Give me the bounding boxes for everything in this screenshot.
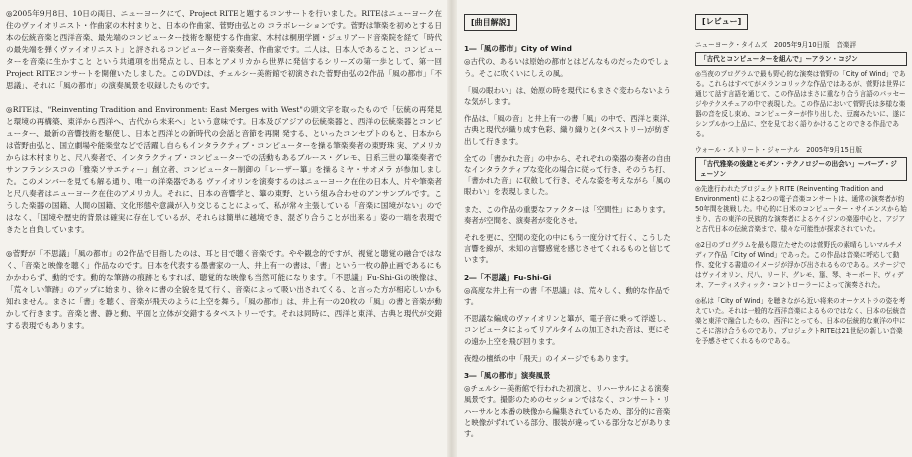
track-paragraph: 不思議な編成のヴァイオリンと篳が、電子音に乗って浮遊し、コンピュータによってリアルタイムの加工された音は、更にその遠か上空を飛び回ります。 [464,314,671,346]
track-paragraph: また、この作品の重要なファクターは「空間性」にあります。奏者が空間を、演奏者が変化させ。 [464,204,671,225]
review-text: ◎先進行われたプロジェクトRITE (Reinventing Tradition and Environment) による2つの電子音楽コンサートは、通常の演奏者が約50年間を挑戦した。中心的に日米のコンピューター・サイエンスから始まり、古の東洋の民族的な演奏者によるケイジンの楽器中心と、アジアと古代日本の伝統音楽まで、様々な可能性が探求されていた。 [695,185,907,233]
track-paragraph: 「風の眼わい」は、始原の時を現代にもまさぐ変わらないような気がします。 [464,85,671,107]
review-block [695,145,907,346]
track-section [464,272,676,364]
page-fold [447,0,457,457]
review-source: ウォール・ストリート・ジャーナル 2005年9月15日版 [695,146,862,154]
liner-notes-column [6,8,442,453]
liner-notes-paragraph: ◎RITEは、"Reinventing Tradition and Environment: East Merges with West"の頭文字を取ったもので「伝統の再発見と環境の再構築、東洋から西洋へ、古代から未来へ」という意味です。日本及びアジアの伝統楽器と、西洋の伝統楽器とコンピューター、最新の音響技術を駆使し、日本と西洋との新時代の会話と音節を再開 発する、といったコンセプトのもと、日本からは菅野由弘と、国立劇場や能楽堂などで活躍し自らもインタラクティブ・コンピューターを操る筆楽奏者の東野珠 実、アメリカからは木村まりと、尺八奏者で、インタラクティブ・コンピューターでの活動もあるブルース・グレモ、日系三世の篳楽奏者でサンフランシスコの「雅楽ソサエティー」創立者、コンピューター制御の「レーザー篳」を操るミヤ・サオメラ が参加しました。このメンバーを見ても解る通り、唯一の洋楽器である ヴァイオリンを演奏するのはニューヨーク在住の日本人、片や筆楽者と尺八奏者はニューヨーク在住のアメリカ人。それに、日本の音響学と、篳の東野、という組み合わせのアンサンブルです。こうした楽器の国籍、人間の国籍、文化形態や意識が入り交じることによって、私が常々主張している「音楽に国境がない」のではなく、「国境や歴史的背景は確実に存在しているが、それらは簡単に越境でき、混ざり合うことが出来る」姿の一端を表現できたと自負しています。 [6,105,442,234]
liner-notes-paragraph: ◎2005年9月8日、10日の両日、ニューヨークにて、Project RITEと題するコンサートを行いました。RITEはニューヨーク在住のヴァイオリニスト・作曲家の木村まりと、日本の作曲家、菅野由弘との コラボレーションです。菅野は筆楽を初めとする日本の伝統音楽と西洋音楽、最先端のコンピューター技術を駆使する作曲家、木村は桐朋学園・ジュリアード音楽院を経て「時代の最先端を弾くヴァイオリニスト」と評されるコンピューター音楽奏者、作曲家です。二人は、日本人であること、コンピューターを音楽に生かすこと という共通項を出発点とし、日本とアメリカから世界に発信するシリーズの第一歩として、第一回Project RITEコンサートを開催いたしました。このDVDは、チェルシー美術館で初演された菅野由弘の2作品「風の都市」「不思議」、それに「風の都市」の演奏風景を収録したものです。 [6,9,442,90]
track-notes-column [464,14,676,454]
review-source: ニューヨーク・タイムズ 2005年9月10日版 音楽評 [695,41,857,49]
review-block [695,40,907,139]
track-paragraph: 全ての「書かれた音」の中から、それぞれの楽器の奏者の自由なインタラクティブな変化の場合に従って行き、そのうち打、「書かれた音」に収斂して行き、そんな姿を考えながら「風の眼わい」を表現しました。 [464,153,671,197]
review-text: ◎2日のプログラムを最も際立たせたのは菅野氏の素晴らしいマルチメディア作品「City of Wind」であった。この作品は音楽に呼応して動作、変化する書道のイメージが浮かび出されるものである。ステージではヴァイオリン、尺八、リード、グレモ、篳、琴、キーボード、ヴィデオ、アーティスティック・コントローラーによって演奏された。 [695,241,906,289]
track-paragraph: 作品は、「風の音」と井上有一の書「風」の中で、西洋と東洋、古典と現代が織り成す色彩、織り織りと(タペストリー)が紡ぎ出して行きます。 [464,114,675,146]
review-headline: 「古代雅楽の後継とモダン・テクノロジーの出会い」ーパーブ・ジェーソン [695,157,907,181]
track-title: 2―「不思議」Fu-Shi-Gi [464,272,552,282]
liner-notes-paragraph: ◎菅野が「不思議」「風の都市」の2作品で目指したのは、耳と目で聴く音楽です。やや観念的ですが、視覚と聴覚の融合ではなく、「音楽と映像を聴く」作品なのです。日本を代表する墨書家の一人、井上有一の書は、「書」という一枚の静止画であるにもかかわらず、動的です。動的な筆跡の痕跡ともすれば、聴覚的な映像も当然可能になります。「不思議」Fu-Shi-Giの映像は、「荒々しい筆跡」のアップに始まり、徐々に書の全貌を見て行く、音楽によって吸い出されてくる、と言った方が相応しいかも知れません。まさに「書」を聴く、音楽が飛天のように上空を舞う。「風の都市」は、井上有一の20枚の「風」の書と音楽が動かして行きます。音楽と書、静と動、平面と立体が交錯するタペストリーです。それは同時に、西洋と東洋、古典と現代が交錯する表現でもあります。 [6,249,442,330]
track-title: 1―「風の都市」City of Wind [464,44,572,54]
track-paragraph: それを更に、空間の変化の中にもう一度分けて行く、こうした言響を線が、未知の言響感覚を感じさせてくれるものと信じています。 [464,233,671,265]
track-section [464,43,676,265]
track-paragraph: ◎古代の、あるいは原始の都市とはどんなものだったのでしょう。そこに吹くいにしえの風。 [464,57,670,78]
review-text: ◎当夜のプログラムで最も野心的な演奏は菅野の「City of Wind」である。これらはすべてがメランコリックな作品ではあるが、菅野は世界に通じて話す言語を通じて、この作品はまさに重なり合う言語のパッセージやテクスチュアの中で表現した。この作品において菅野氏は多様な楽器の音を反し束め、コンピューターが作り出した、豆腐みたいに、遂にシンプルかつ上品に、空を見ておく語りかけることのできる作品である。 [695,70,906,138]
review-text: ◎私は「City of Wind」を聴きながら近い将来のオーケストラの姿を考えていた。それは一般的な西洋音楽によるものではなく、日本の伝統音楽と東洋で融合したもの、西洋にとっても、日本の伝統的な東洋の中にこそに溶け合うものであり、プロジェクトRITEは21世紀の新しい音楽を予感させてくれるものである。 [695,297,906,345]
review-headline: 「古代とコンピューターを組んで」ーアラン・コジン [695,52,907,66]
track-paragraph: ◎チェルシー美術館で行われた初演と、リハーサルによる演奏風景です。撮影のためのセッションではなく、コンサート・リハーサルと本番の映像から編集されているため、部分的に音楽と映像がずれている部分、服装が違っている部分などがあります。 [464,384,671,439]
review-column [695,14,907,454]
track-notes-header: [曲目解説] [464,14,517,31]
track-section [464,370,676,439]
track-title: 3―「風の都市」演奏風景 [464,371,551,381]
track-paragraph: ◎高度な井上有一の書「不思議」は、荒々しく、動的な作品です。 [464,285,670,307]
review-header: [レビュー] [695,14,748,30]
track-paragraph: 夜煌の檀紙の中「飛天」のイメージでもあります。 [464,353,634,363]
